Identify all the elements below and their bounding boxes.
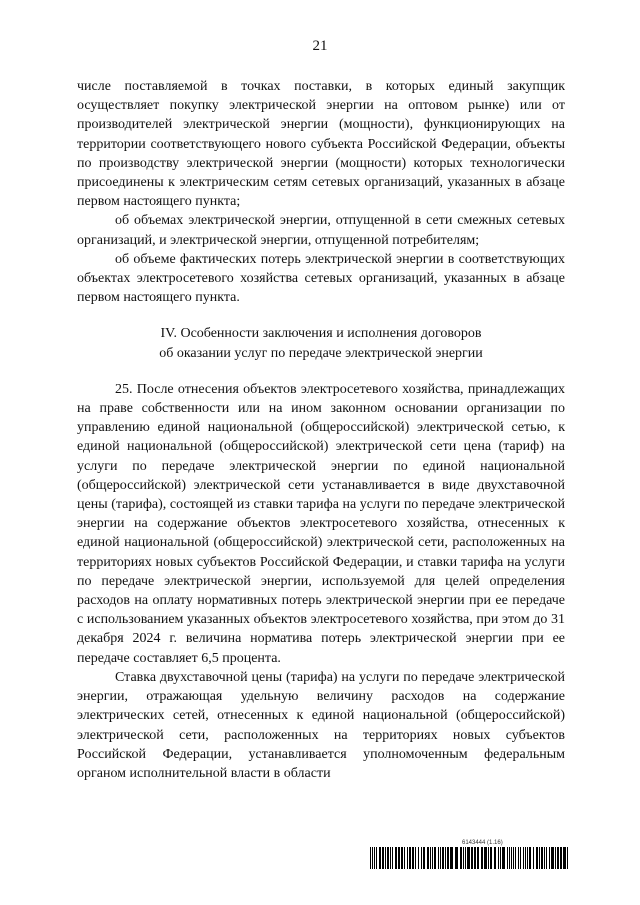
paragraph-losses: об объеме фактических потерь электрической энергии в соответствующих объектах электросетевого хозяйства сетевых организаций, указанных в абзаце первом настоящего пункта. bbox=[77, 251, 565, 306]
section-heading-line-1: IV. Особенности заключения и исполнения договоров bbox=[160, 326, 482, 342]
document-body bbox=[77, 77, 565, 783]
paragraph-item-25: 25. После отнесения объектов электросетевого хозяйства, принадлежащих на праве собственности или на ином законном основании организации по управлению единой национальной (общероссийской) электрической сетью, к единой национальной (общероссийской) электрической сети цена (тариф) на услуги по передаче электрической энергии по единой национальной (общероссийской) электрической сети устанавливается в виде двухставочной цены (тарифа), состоящей из ставки тарифа на услуги по передаче электрической энергии на содержание объектов электросетевого хозяйства, отнесенных к единой национальной (общероссийской) электрической сети, расположенных на территориях новых субъектов Российской Федерации, и ставки тарифа на услуги по передаче электрической энергии, используемой для целей определения расходов на оплату нормативных потерь электрической энергии при ее передаче с использованием указанных объектов электросетевого хозяйства, при этом до 31 декабря 2024 г. величина норматива потерь электрической энергии при ее передаче составляет 6,5 процента. bbox=[77, 381, 565, 666]
barcode-icon bbox=[370, 847, 570, 869]
section-heading bbox=[77, 324, 565, 362]
paragraph-two-part-rate: Ставка двухставочной цены (тарифа) на услуги по передаче электрической энергии, отражающая удельную величину расходов на содержание электрических сетей, отнесенных к единой национальной (общероссийской) электрической сети, расположенных на территориях новых субъектов Российской Федерации, устанавливается уполномоченным федеральным органом исполнительной власти в области bbox=[77, 669, 565, 781]
paragraph-volumes: об объемах электрической энергии, отпущенной в сети смежных сетевых организаций, и электрической энергии, отпущенной потребителям; bbox=[77, 213, 565, 248]
section-heading-line-2: об оказании услуг по передаче электрической энергии bbox=[159, 345, 483, 361]
document-footer bbox=[370, 840, 570, 869]
page-number: 21 bbox=[312, 38, 328, 54]
document-code: 6143444 (1.16) bbox=[462, 840, 503, 846]
paragraph-continuation: числе поставляемой в точках поставки, в которых единый закупщик осуществляет покупку электрической энергии на оптовом рынке) или от производителей электрической энергии (мощности), функционирующих на территории соответствующего нового субъекта Российской Федерации, объекты по производству электрической энергии (мощности) которых технологически присоединены к электрическим сетям сетевых организаций, указанных в абзаце первом настоящего пункта; bbox=[77, 79, 565, 210]
